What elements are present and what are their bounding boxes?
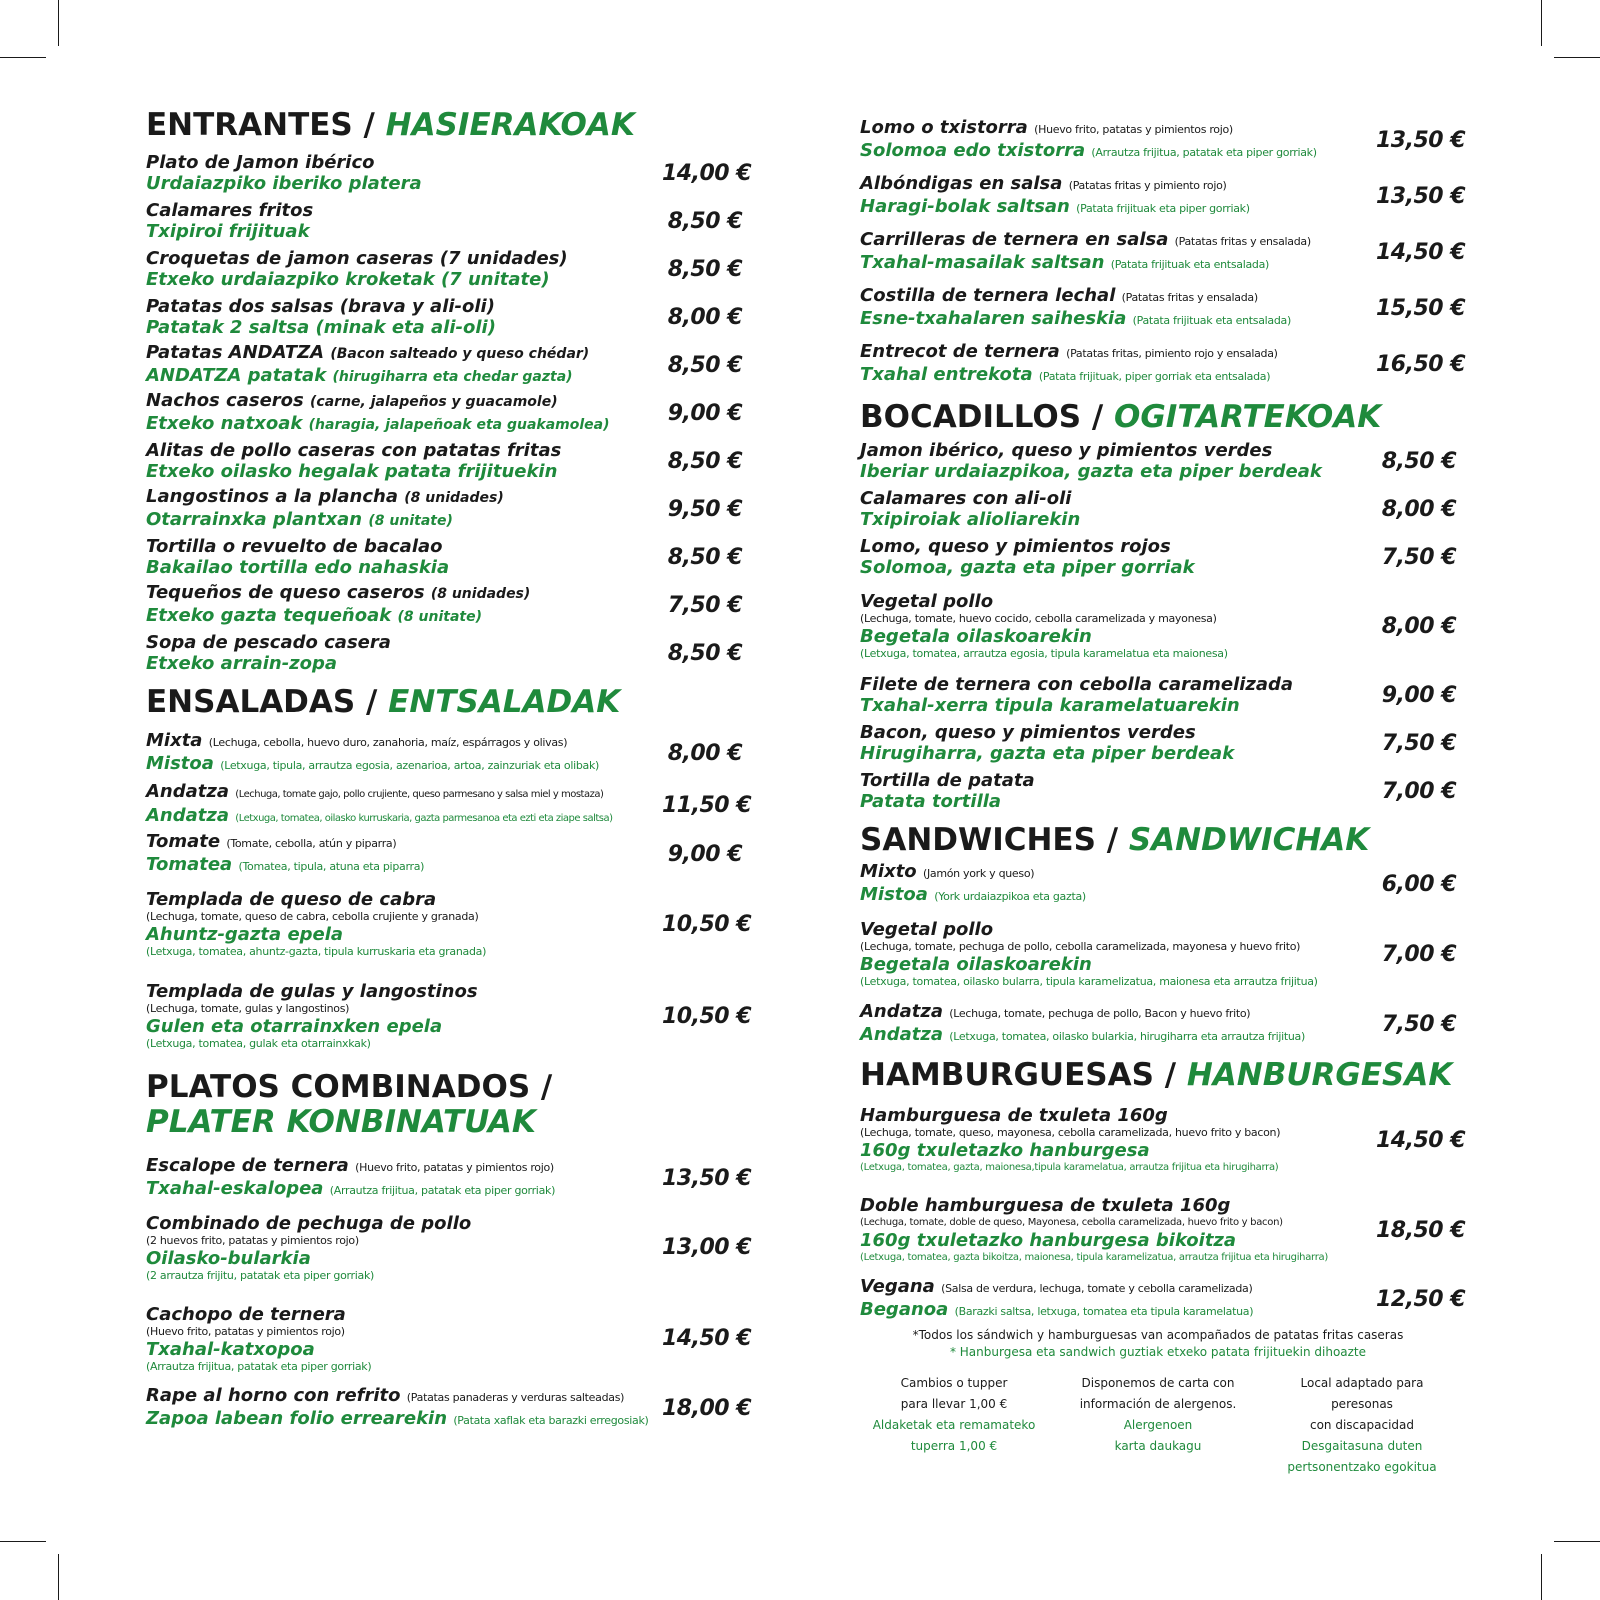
price: 8,50 €	[667, 208, 742, 234]
menu-item: Templada de queso de cabra (Lechuga, tomate, queso de cabra, cebolla crujiente y granada) Ahuntz-gazta epela (Letxuga, tomatea, ahuntz-gazta, tipula kurruskaria eta granada) 10,50 €	[146, 889, 752, 958]
menu-item: Plato de Jamon ibérico Urdaiazpiko iberiko platera 14,00 €	[146, 152, 752, 194]
price: 7,00 €	[1381, 941, 1456, 967]
menu-item: Mixto (Jamón york y queso) Mistoa (York urdaiazpikoa eta gazta) 6,00 €	[860, 861, 1456, 905]
right-column	[860, 112, 1466, 1478]
price: 18,00 €	[662, 1395, 752, 1421]
price: 14,50 €	[1376, 239, 1466, 265]
menu-item: Alitas de pollo caseras con patatas fritas Etxeko oilasko hegalak patata frijituekin 8,50 €	[146, 440, 742, 482]
menu-item: Lomo o txistorra (Huevo frito, patatas y pimientos rojo) Solomoa edo txistorra (Arrautza frijitua, patatak eta piper gorriak) 13,50 €	[860, 117, 1466, 161]
price: 7,50 €	[1381, 730, 1456, 756]
menu-item: Patatas ANDATZA (Bacon salteado y queso chédar) ANDATZA patatak (hirugiharra eta chedar gazta) 8,50 €	[146, 342, 742, 386]
menu-item: Tortilla o revuelto de bacalao Bakailao tortilla edo nahaskia 8,50 €	[146, 536, 742, 578]
price: 11,50 €	[662, 792, 752, 818]
section-title-entrantes: ENTRANTES / HASIERAKOAK	[146, 107, 635, 143]
price: 14,50 €	[662, 1326, 752, 1351]
menu-item: Rape al horno con refrito (Patatas panaderas y verduras salteadas) Zapoa labean folio errearekin (Patata xaflak eta barazki erregosiak) 18,00 €	[146, 1385, 752, 1429]
menu-item: Doble hamburguesa de txuleta 160g (Lechuga, tomate, doble de queso, Mayonesa, cebolla caramelizada, huevo frito y bacon) 160g txuletazko hanburgesa bikoitza (Letxuga, tomatea, gazta bikoitza, maionesa, tipula karamelizatua, arrautza frijitua eta hirugiharra) 18,50 €	[860, 1195, 1466, 1263]
menu-item: Andatza (Lechuga, tomate gajo, pollo crujiente, queso parmesano y salsa miel y mostaza) Andatza (Letxuga, tomatea, oilasko kurruskaria, gazta parmesanoa eta ezti eta ziape saltsa) 11,50 €	[146, 781, 752, 826]
menu-item: Bacon, queso y pimientos verdes Hirugiharra, gazta eta piper berdeak 7,50 €	[860, 722, 1456, 764]
menu-item: Filete de ternera con cebolla caramelizada Txahal-xerra tipula karamelatuarekin 9,00 €	[860, 674, 1456, 716]
menu-item: Hamburguesa de txuleta 160g (Lechuga, tomate, queso, mayonesa, cebolla caramelizada, huevo frito y bacon) 160g txuletazko hanburgesa (Letxuga, tomatea, gazta, maionesa,tipula karamelatua, arrautza frijitua eta hirugiharra) 14,50 €	[860, 1105, 1466, 1173]
crop-mark	[58, 0, 59, 46]
price: 12,50 €	[1376, 1286, 1466, 1312]
menu-item: Andatza (Lechuga, tomate, pechuga de pollo, Bacon y huevo frito) Andatza (Letxuga, tomatea, oilasko bularkia, hirugiharra eta arrautza frijitua) 7,50 €	[860, 1001, 1456, 1045]
price: 7,50 €	[667, 592, 742, 618]
info-note: Disponemos de carta con información de alergenos. Alergenoen karta daukagu	[1079, 1376, 1237, 1453]
price: 14,00 €	[662, 160, 752, 186]
price: 7,00 €	[1381, 778, 1456, 804]
price: 10,50 €	[662, 1003, 752, 1029]
price: 8,50 €	[1381, 448, 1456, 474]
menu-item: Lomo, queso y pimientos rojos Solomoa, gazta eta piper gorriak 7,50 €	[860, 536, 1456, 578]
price: 18,50 €	[1376, 1217, 1466, 1243]
price: 6,00 €	[1381, 871, 1456, 897]
menu-item: Jamon ibérico, queso y pimientos verdes Iberiar urdaiazpikoa, gazta eta piper berdeak 8,50 €	[860, 440, 1456, 482]
menu-item: Tortilla de patata Patata tortilla 7,00 €	[860, 770, 1456, 812]
info-note: Local adaptado para peresonas con discapacidad Desgaitasuna duten pertsonentzako egokitua	[1287, 1376, 1437, 1474]
price: 8,50 €	[667, 256, 742, 282]
info-note: Cambios o tupper para llevar 1,00 € Aldaketak eta remamateko tuperra 1,00 €	[872, 1376, 1036, 1453]
price: 8,50 €	[667, 352, 742, 378]
price: 9,00 €	[667, 841, 742, 867]
section-ensaladas	[146, 684, 752, 1062]
price: 13,50 €	[662, 1165, 752, 1191]
menu-item: Calamares fritos Txipiroi frijituak 8,50 €	[146, 200, 742, 242]
crop-mark	[0, 57, 46, 58]
menu-item: Entrecot de ternera (Patatas fritas, pimiento rojo y ensalada) Txahal entrekota (Patata frijituak, piper gorriak eta entsalada) 16,50 €	[860, 341, 1466, 385]
crop-mark	[1541, 1554, 1542, 1600]
price: 9,00 €	[1381, 682, 1456, 708]
section-title-hamburguesas: HAMBURGUESAS / HANBURGESAK	[860, 1057, 1453, 1093]
price: 14,50 €	[1376, 1127, 1466, 1153]
price: 10,50 €	[662, 911, 752, 937]
menu-item: Escalope de ternera (Huevo frito, patatas y pimientos rojo) Txahal-eskalopea (Arrautza frijitua, patatak eta piper gorriak) 13,50 €	[146, 1155, 752, 1199]
menu-item: Langostinos a la plancha (8 unidades) Otarrainxka plantxan (8 unitate) 9,50 €	[146, 486, 742, 530]
menu-item: Costilla de ternera lechal (Patatas fritas y ensalada) Esne-txahalaren saiheskia (Patata frijituak eta entsalada) 15,50 €	[860, 285, 1466, 329]
price: 15,50 €	[1376, 295, 1466, 321]
price: 13,50 €	[1376, 127, 1466, 153]
menu-item: Tequeños de queso caseros (8 unidades) Etxeko gazta tequeñoak (8 unitate) 7,50 €	[146, 582, 742, 626]
menu-item: Patatas dos salsas (brava y ali-oli) Patatak 2 saltsa (minak eta ali-oli) 8,00 €	[146, 296, 742, 338]
section-platos-continued	[860, 112, 1466, 392]
price: 8,00 €	[667, 740, 742, 766]
menu-item: Calamares con ali-oli Txipiroiak alioliarekin 8,00 €	[860, 488, 1456, 530]
menu-item: Vegetal pollo (Lechuga, tomate, huevo cocido, cebolla caramelizada y mayonesa) Begetala oilaskoarekin (Letxuga, tomatea, arrautza egosia, tipula karamelatua eta maionesa) 8,00 €	[860, 591, 1456, 660]
menu-item: Combinado de pechuga de pollo (2 huevos frito, patatas y pimientos rojo) Oilasko-bularkia (2 arrautza frijitu, patatak eta piper gorriak) 13,00 €	[146, 1212, 752, 1282]
crop-mark	[1541, 0, 1542, 46]
price: 9,00 €	[667, 400, 742, 426]
menu-item: Vegetal pollo (Lechuga, tomate, pechuga de pollo, cebolla caramelizada, mayonesa y huevo frito) Begetala oilaskoarekin (Letxuga, tomatea, oilasko bularra, tipula karamelizatua, maionesa eta arrautza frijitua) 7,00 €	[860, 919, 1456, 988]
menu-item: Vegana (Salsa de verdura, lechuga, tomate y cebolla caramelizada) Beganoa (Barazki saltsa, letxuga, tomatea eta tipula karamelatua) 12,50 €	[860, 1276, 1466, 1320]
crop-mark	[58, 1554, 59, 1600]
crop-mark	[0, 1541, 46, 1542]
section-title-platos: PLATOS COMBINADOS / PLATER KONBINATUAK	[146, 1069, 553, 1140]
footnote: *Todos los sándwich y hamburguesas van acompañados de patatas fritas caseras * Hanburgesa eta sandwich guztiak etxeko patata frijituekin dihoazte	[912, 1328, 1404, 1359]
section-bocadillos	[860, 400, 1456, 815]
section-entrantes	[146, 107, 752, 677]
section-title-sandwiches: SANDWICHES / SANDWICHAK	[860, 822, 1370, 858]
price: 7,50 €	[1381, 544, 1456, 570]
left-column	[146, 107, 752, 1432]
price: 13,00 €	[662, 1235, 752, 1260]
menu-item: Templada de gulas y langostinos (Lechuga, tomate, gulas y langostinos) Gulen eta otarrainxken epela (Letxuga, tomatea, gulak eta otarrainxkak) 10,50 €	[146, 981, 752, 1050]
section-platos-combinados	[146, 1069, 752, 1432]
menu-item: Nachos caseros (carne, jalapeños y guacamole) Etxeko natxoak (haragia, jalapeñoak eta guakamolea) 9,00 €	[146, 390, 742, 434]
section-sandwiches	[860, 823, 1456, 1048]
menu-item: Croquetas de jamon caseras (7 unidades) Etxeko urdaiazpiko kroketak (7 unitate) 8,50 €	[146, 248, 742, 290]
price: 8,00 €	[667, 304, 742, 330]
section-hamburguesas	[860, 1057, 1466, 1323]
menu-item: Cachopo de ternera (Huevo frito, patatas y pimientos rojo) Txahal-katxopoa (Arrautza frijitua, patatak eta piper gorriak) 14,50 €	[146, 1303, 752, 1373]
section-title-bocadillos: BOCADILLOS / OGITARTEKOAK	[860, 399, 1382, 435]
price: 9,50 €	[667, 496, 742, 522]
price: 8,00 €	[1381, 496, 1456, 522]
price: 16,50 €	[1376, 351, 1466, 377]
info-notes	[860, 1373, 1456, 1478]
menu-item: Sopa de pescado casera Etxeko arrain-zopa 8,50 €	[146, 632, 742, 674]
menu-item: Mixta (Lechuga, cebolla, huevo duro, zanahoria, maíz, espárragos y olivas) Mistoa (Letxuga, tipula, arrautza egosia, azenarioa, artoa, zainzuriak eta olibak) 8,00 €	[146, 730, 742, 774]
section-title-ensaladas: ENSALADAS / ENTSALADAK	[146, 684, 621, 720]
menu-item: Albóndigas en salsa (Patatas fritas y pimiento rojo) Haragi-bolak saltsan (Patata frijituak eta piper gorriak) 13,50 €	[860, 173, 1466, 217]
crop-mark	[1554, 1541, 1600, 1542]
menu-item: Tomate (Tomate, cebolla, atún y piparra) Tomatea (Tomatea, tipula, atuna eta piparra) 9,00 €	[146, 831, 742, 875]
crop-mark	[1554, 57, 1600, 58]
price: 8,50 €	[667, 544, 742, 570]
price: 7,50 €	[1381, 1011, 1456, 1037]
price: 13,50 €	[1376, 183, 1466, 209]
price: 8,50 €	[667, 448, 742, 474]
price: 8,50 €	[667, 640, 742, 666]
menu-item: Carrilleras de ternera en salsa (Patatas fritas y ensalada) Txahal-masailak saltsan (Patata frijituak eta entsalada) 14,50 €	[860, 229, 1466, 273]
price: 8,00 €	[1381, 613, 1456, 639]
